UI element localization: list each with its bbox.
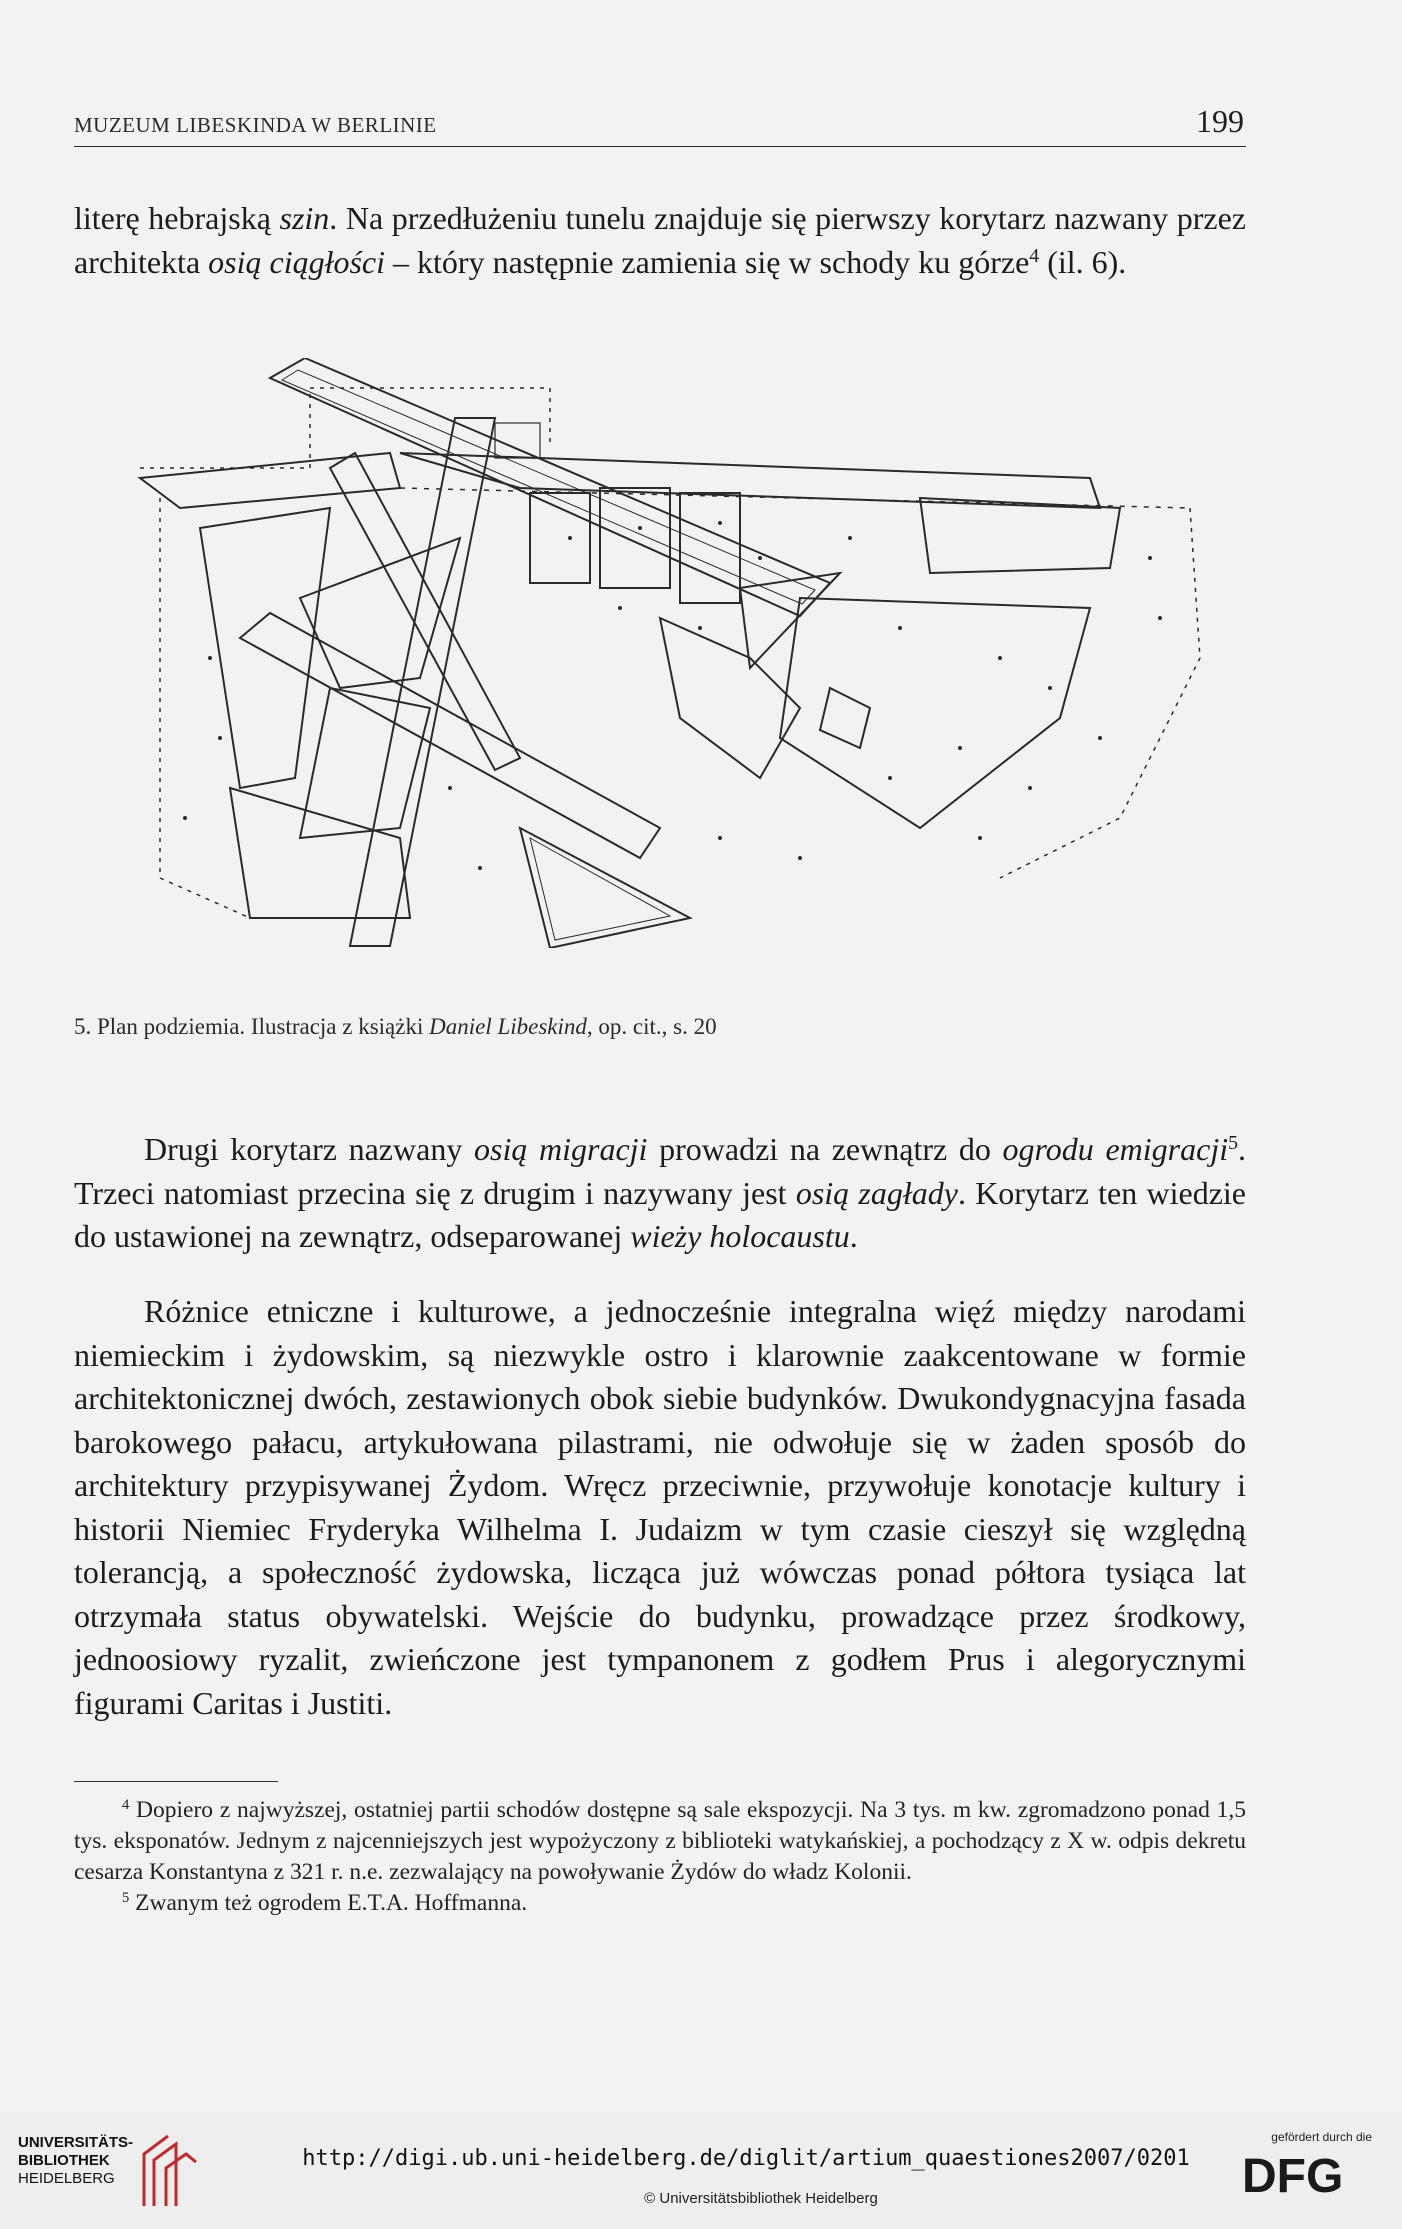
floor-plan-image [100,358,1230,948]
p2-italic-os-migracji: osią migracji [474,1131,648,1167]
footnote-ref-5[interactable]: 5 [1228,1132,1239,1155]
footnote-5 [74,1888,1246,1919]
footer [0,2112,1402,2229]
p1-text-3: – który następnie zamienia się w schody ku górze [385,243,1030,280]
running-title: MUZEUM LIBESKINDA W BERLINIE [74,113,437,137]
caption-book-title: Daniel Libeskind [429,1014,587,1039]
p1-text-2: . Na przedłużeniu tunelu znajduje się pierwszy korytarz nazwany przez architekta [74,200,1247,280]
dfg-logo-text: DFG [1242,2150,1344,2198]
p2-italic-os-zaglady: osią zagłady [795,1174,958,1211]
p2-text-1: Drugi korytarz nazwany [144,1131,474,1167]
library-line-2: BIBLIOTHEK [18,2152,110,2169]
caption-suffix: , op. cit., s. 20 [586,1014,717,1039]
dfg-logo[interactable] [1242,2150,1374,2198]
footnote-5-number: 5 [122,1890,130,1906]
library-line-1: UNIVERSITÄTS- [18,2134,134,2151]
paragraph-1 [74,197,1246,284]
library-line-3: HEIDELBERG [18,2170,115,2187]
footnote-4-text: Dopiero z najwyższej, ostatniej partii schodów dostępne są sale ekspozycji. Na 3 tys. m kw. zgromadzono ponad 1,5 tys. eksponatów. Jednym z najcenniejszych jest wypożyczony z biblioteki watykańskiej, a pochodzący z X w. odpis dekretu cesarza Konstantyna z 321 r. n.e. zezwalający na powoływanie Żydów do władz Kolonii. [74,1797,1246,1885]
p1-text-4: (il. 6). [1039,243,1127,280]
p2-italic-ogrod-emigracji: ogrodu emigracji [1002,1131,1229,1167]
footnotes [74,1795,1246,1919]
page-number: 199 [1196,103,1244,139]
p1-italic-szin: szin [279,200,330,236]
footnote-ref-4[interactable]: 4 [1029,244,1040,267]
p1-italic-os-ciaglosci: osią ciągłości [208,243,386,280]
p2-italic-wieza-holocaustu: wieży holocaustu [630,1218,850,1254]
footnote-5-text: Zwanym też ogrodem E.T.A. Hoffmanna. [135,1890,528,1916]
permalink-url[interactable]: http://digi.ub.uni-heidelberg.de/diglit/artium_quaestiones2007/0201 [302,2146,1190,2171]
p1-text-1: literę hebrajską [74,200,280,236]
p2-text-5: . [849,1218,858,1254]
p2-text-3: . Trzeci natomiast przecina się z drugim i nazywany jest [74,1131,1247,1211]
footnote-separator [74,1781,278,1782]
copyright-notice: © Universitätsbibliothek Heidelberg [644,2190,878,2207]
caption-prefix: 5. Plan podziemia. Ilustracja z książki [74,1014,430,1039]
running-head [74,102,1246,147]
paragraph-2 [74,1128,1246,1259]
paragraph-3: Różnice etniczne i kulturowe, a jednocześnie integralna więź między narodami niemieckim i żydowskim, są niezwykle ostro i klarownie zaakcentowane w formie architektonicznej dwóch, zestawionych obok siebie budynków. Dwukondygnacyjna fasada barokowego pałacu, artykułowana pilastrami, nie odwołuje się w żaden sposób do architektury przypisywanej Żydom. Wręcz przeciwnie, przywołuje konotacje kultury i historii Niemiec Fryderyka Wilhelma I. Judaizm w tym czasie cieszył się względną tolerancją, a społeczność żydowska, licząca już wówczas ponad półtora tysiąca lat otrzymała status obywatelski. Wejście do budynku, prowadzące przez środkowy, jednoosiowy ryzalit, zwieńczone jest tympanonem z godłem Prus i alegorycznymi figurami Caritas i Justiti. [74,1293,1246,1721]
funded-by-label: gefördert durch die [1271,2130,1372,2144]
footnote-4-number: 4 [122,1797,130,1813]
p2-text-4: . Korytarz ten wiedzie do ustawionej na zewnątrz, odseparowanej [74,1174,1247,1254]
p2-text-2: prowadzi na zewnątrz do [647,1131,1003,1167]
footnote-4 [74,1795,1246,1888]
figure-caption [74,1014,1246,1040]
